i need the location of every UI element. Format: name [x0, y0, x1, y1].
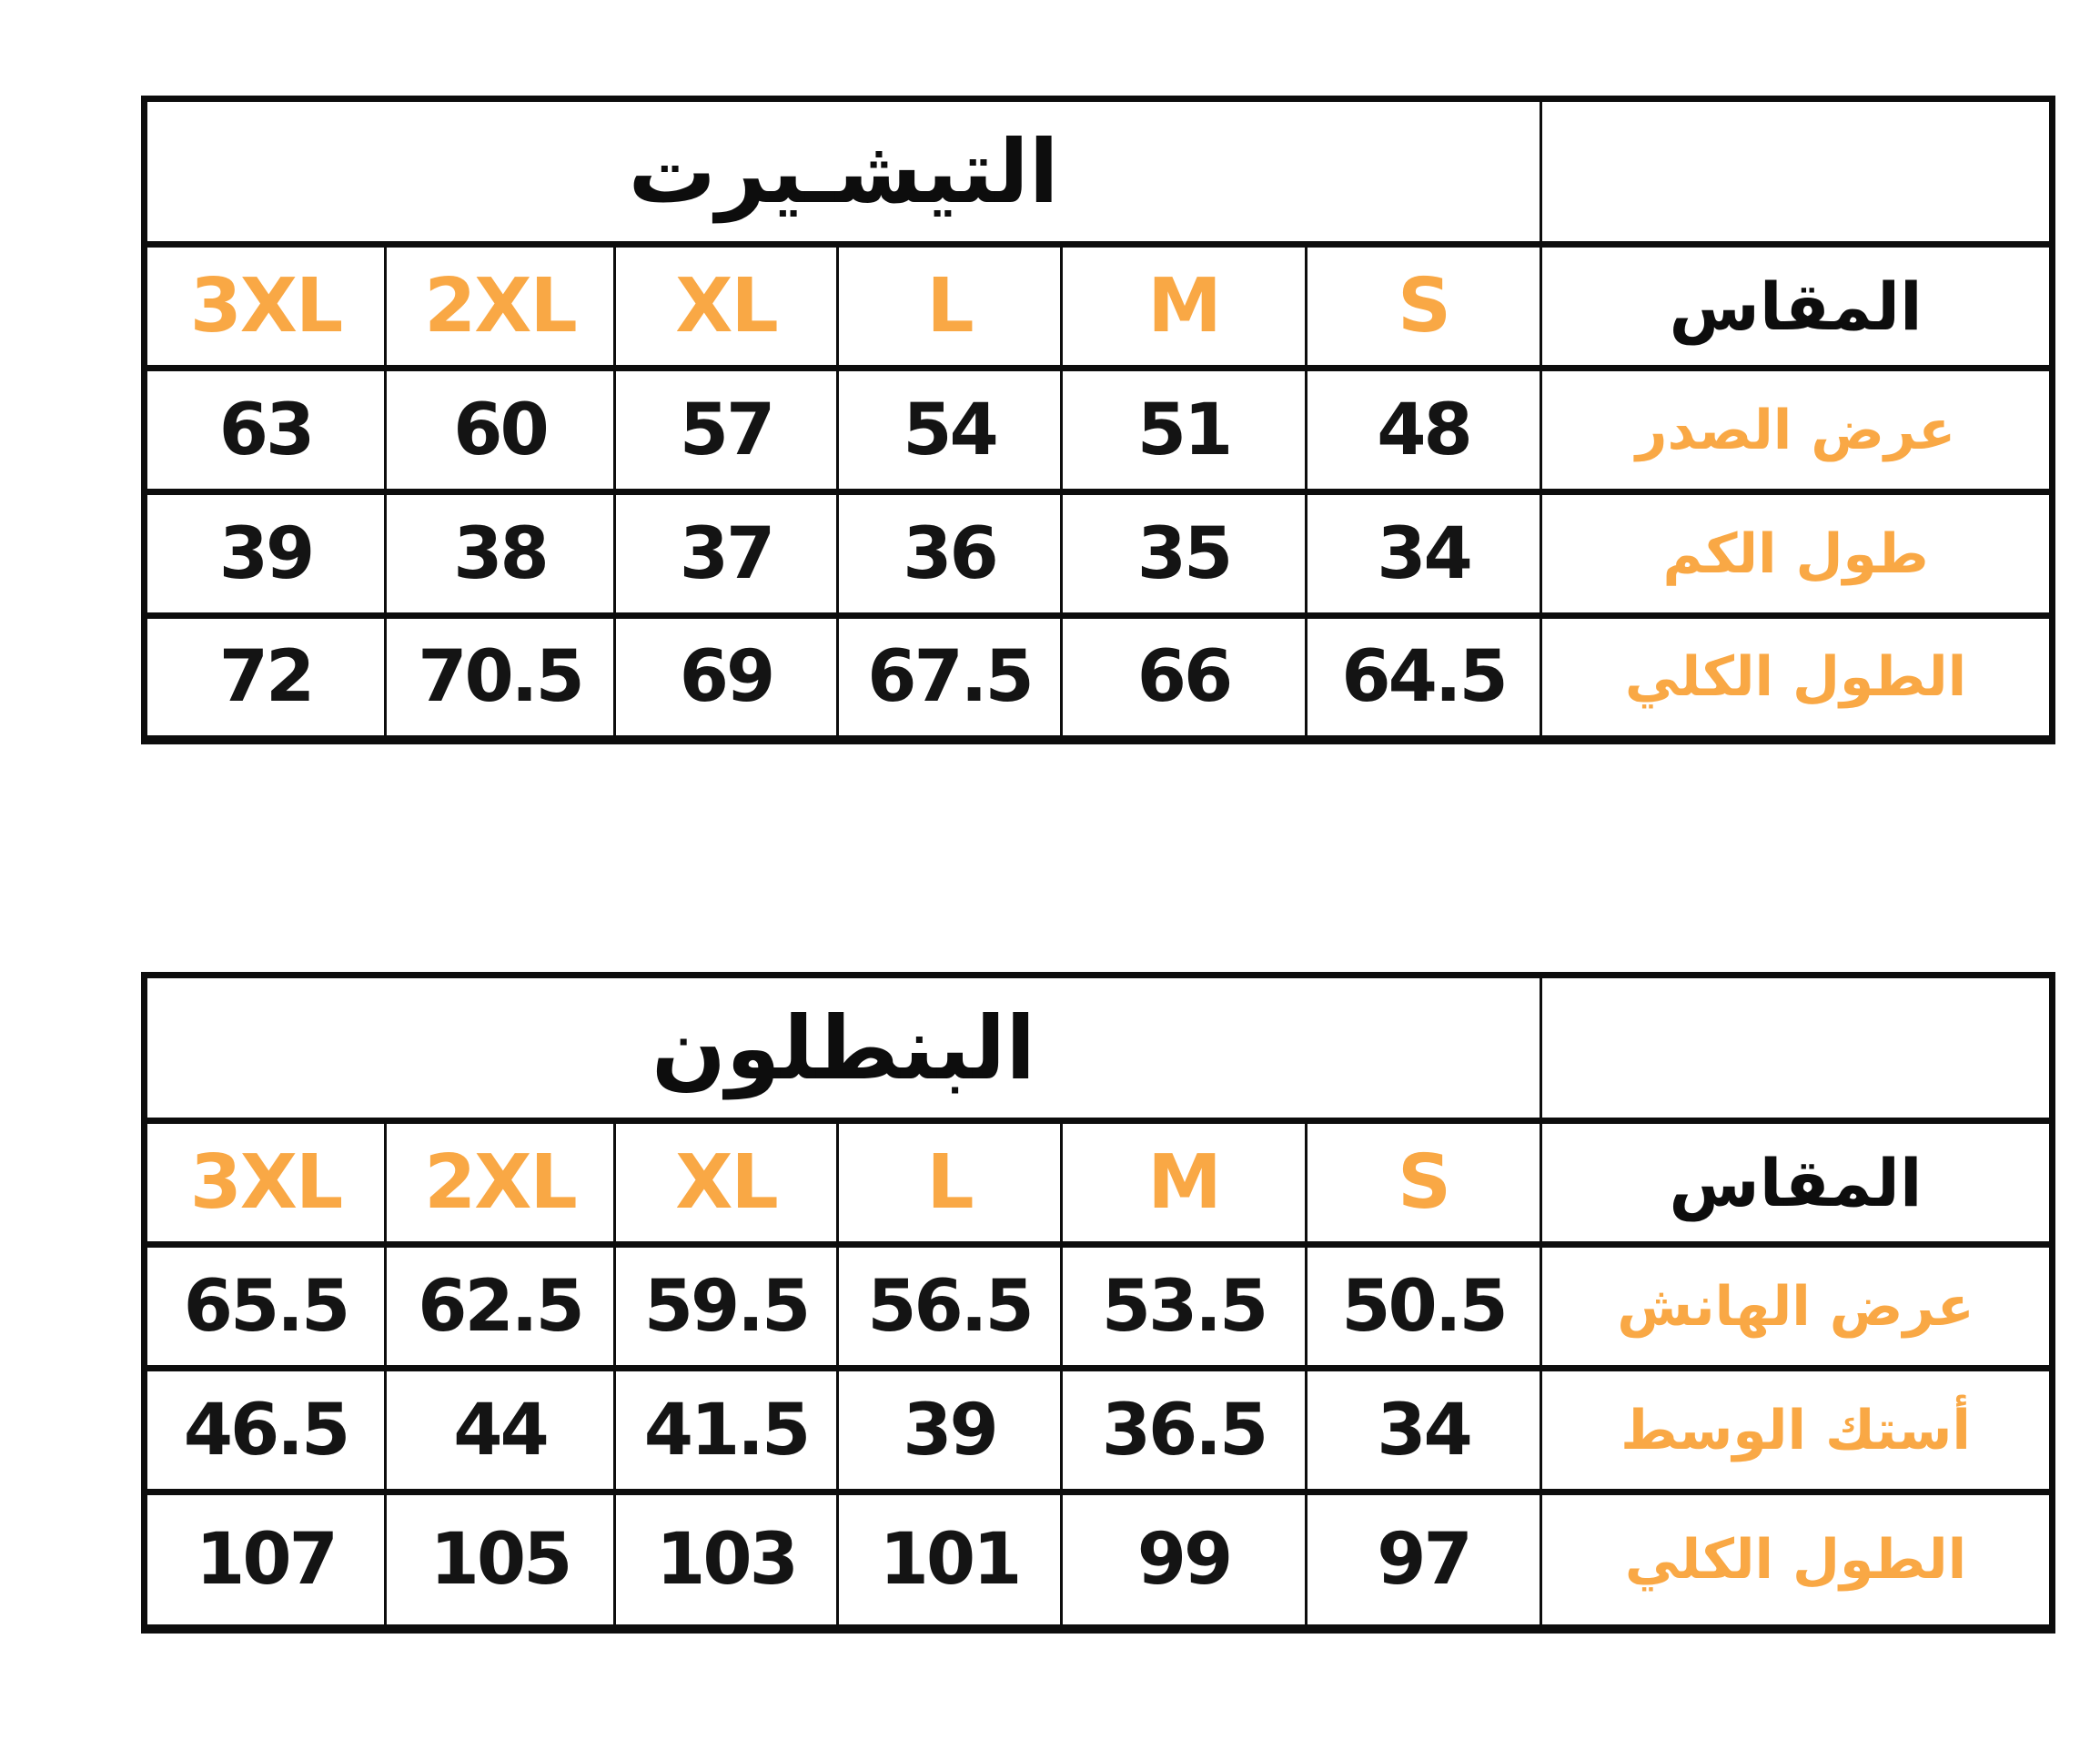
value-cell: 103	[615, 1492, 838, 1629]
measurement-label-hip-width: عرض الهانش	[1541, 1245, 2053, 1369]
value-cell: 39	[838, 1369, 1062, 1492]
size-header-2xl: 2XL	[386, 1121, 615, 1245]
value-cell: 35	[1062, 492, 1307, 616]
size-header-3xl: 3XL	[145, 1121, 386, 1245]
size-header-2xl: 2XL	[386, 245, 615, 369]
chest-width-row	[145, 369, 2053, 492]
sleeve-length-row	[145, 492, 2053, 616]
hip-width-row	[145, 1245, 2053, 1369]
total-length-row	[145, 616, 2053, 740]
value-cell: 105	[386, 1492, 615, 1629]
tshirt-size-table	[141, 96, 2055, 744]
size-header-s: S	[1307, 1121, 1541, 1245]
value-cell: 66	[1062, 616, 1307, 740]
total-length-row	[145, 1492, 2053, 1629]
measurement-label-waist-elastic: أستك الوسط	[1541, 1369, 2053, 1492]
value-cell: 70.5	[386, 616, 615, 740]
value-cell: 51	[1062, 369, 1307, 492]
value-cell: 64.5	[1307, 616, 1541, 740]
value-cell: 48	[1307, 369, 1541, 492]
value-cell: 62.5	[386, 1245, 615, 1369]
tshirt-size-header-row	[145, 245, 2053, 369]
value-cell: 36	[838, 492, 1062, 616]
value-cell: 44	[386, 1369, 615, 1492]
pants-size-table	[141, 972, 2055, 1634]
pants-title-row	[145, 976, 2053, 1121]
value-cell: 97	[1307, 1492, 1541, 1629]
value-cell: 101	[838, 1492, 1062, 1629]
tshirt-table-title: التيشـيرت	[145, 99, 1541, 245]
value-cell: 107	[145, 1492, 386, 1629]
value-cell: 46.5	[145, 1369, 386, 1492]
value-cell: 34	[1307, 1369, 1541, 1492]
measurement-label-total-length: الطول الكلي	[1541, 616, 2053, 740]
value-cell: 41.5	[615, 1369, 838, 1492]
value-cell: 54	[838, 369, 1062, 492]
value-cell: 39	[145, 492, 386, 616]
measurement-label-chest-width: عرض الصدر	[1541, 369, 2053, 492]
size-header-l: L	[838, 1121, 1062, 1245]
size-column-header: المقاس	[1541, 1121, 2053, 1245]
value-cell: 57	[615, 369, 838, 492]
value-cell: 60	[386, 369, 615, 492]
pants-title-empty-cell	[1541, 976, 2053, 1121]
measurement-label-sleeve-length: طول الكم	[1541, 492, 2053, 616]
tshirt-title-empty-cell	[1541, 99, 2053, 245]
pants-size-header-row	[145, 1121, 2053, 1245]
value-cell: 56.5	[838, 1245, 1062, 1369]
size-header-3xl: 3XL	[145, 245, 386, 369]
value-cell: 72	[145, 616, 386, 740]
value-cell: 34	[1307, 492, 1541, 616]
value-cell: 38	[386, 492, 615, 616]
value-cell: 67.5	[838, 616, 1062, 740]
value-cell: 59.5	[615, 1245, 838, 1369]
size-header-s: S	[1307, 245, 1541, 369]
size-header-xl: XL	[615, 1121, 838, 1245]
waist-elastic-row	[145, 1369, 2053, 1492]
value-cell: 69	[615, 616, 838, 740]
size-column-header: المقاس	[1541, 245, 2053, 369]
measurement-label-total-length: الطول الكلي	[1541, 1492, 2053, 1629]
size-header-l: L	[838, 245, 1062, 369]
value-cell: 36.5	[1062, 1369, 1307, 1492]
size-header-m: M	[1062, 245, 1307, 369]
value-cell: 50.5	[1307, 1245, 1541, 1369]
tshirt-title-row	[145, 99, 2053, 245]
value-cell: 65.5	[145, 1245, 386, 1369]
value-cell: 53.5	[1062, 1245, 1307, 1369]
value-cell: 63	[145, 369, 386, 492]
size-header-xl: XL	[615, 245, 838, 369]
pants-table-title: البنطلون	[145, 976, 1541, 1121]
value-cell: 99	[1062, 1492, 1307, 1629]
size-header-m: M	[1062, 1121, 1307, 1245]
value-cell: 37	[615, 492, 838, 616]
